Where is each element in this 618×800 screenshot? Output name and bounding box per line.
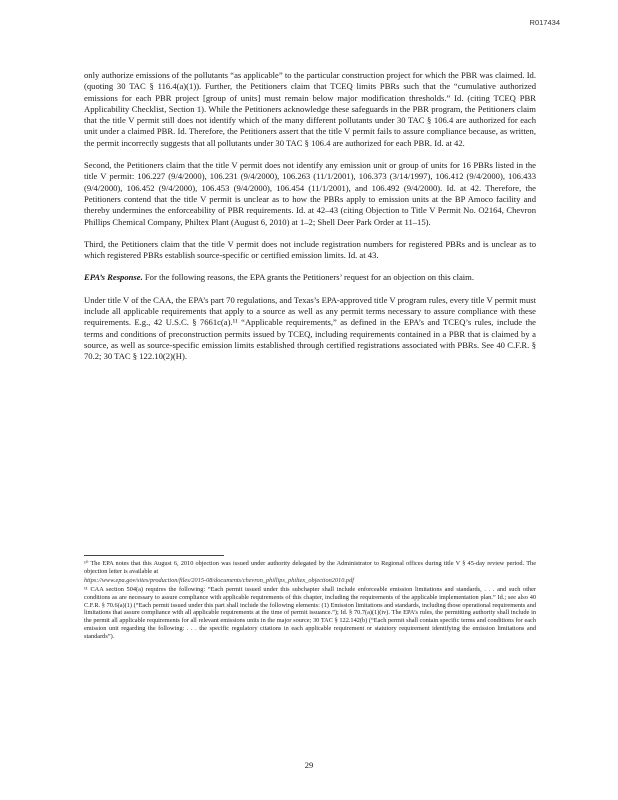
epa-response-text: For the following reasons, the EPA grants the Petitioners’ request for an objection on this claim.: [142, 272, 475, 283]
document-id: R017434: [529, 18, 560, 27]
body-text: [84, 70, 536, 374]
epa-response-paragraph: [84, 272, 536, 283]
footnote-divider: [84, 555, 224, 556]
epa-response-label: EPA’s Response.: [84, 272, 143, 283]
footnote-10-url[interactable]: https://www.epa.gov/sites/production/files/2015-08/documents/chevron_phillips_philtex_objection2010.pdf: [84, 576, 354, 584]
footnotes: [84, 555, 536, 642]
page-number: 29: [304, 760, 314, 770]
paragraph-pbr-pollutants: only authorize emissions of the pollutants “as applicable” to the particular construction project for which the PBR was claimed. Id. (quoting 30 TAC § 116.4(a)(1)). Further, the Petitioners claim that TCEQ limits PBRs such that the “cumulative authorized emissions for each PBR project [group of units] must remain below major modification thresholds.” Id. (citing TCEQ PBR Applicability Checklist, Section 1). While the Petitioners acknowledge these safeguards in the PBR program, the Petitioners claim that the title V permit still does not identify which of the many different pollutants under 30 TAC § 106.4 are authorized for each unit under a claimed PBR. Id. Therefore, the Petitioners assert that the title V permit fails to assure compliance because, as written, the permit incorrectly suggests that all pollutants under 30 TAC § 106.4 are authorized for each PBR. Id. at 42.: [84, 70, 536, 148]
footnote-10: ¹⁰ The EPA notes that this August 6, 2010 objection was issued under authority delegated by the Administrator to Regional offices during title V § 45-day review period. The objection letter is available at: [84, 560, 536, 575]
paragraph-title-v-requirements: Under title V of the CAA, the EPA’s part 70 regulations, and Texas’s EPA-approved title V program rules, every title V permit must include all applicable requirements that apply to a source as well as any permit terms necessary to assure compliance with these requirements. E.g., 42 U.S.C. § 7661c(a).¹¹ “Applicable requirements,” as defined in the EPA’s and TCEQ’s rules, include the terms and conditions of preconstruction permits issued by TCEQ, including requirements contained in a PBR that is claimed by a source, as well as source-specific emission limits established through certified registrations associated with PBRs. See 40 C.F.R. § 70.2; 30 TAC § 122.10(2)(H).: [84, 294, 536, 362]
paragraph-second-claim: Second, the Petitioners claim that the title V permit does not identify any emission unit or group of units for 16 PBRs listed in the title V permit: 106.227 (9/4/2000), 106.231 (9/4/2000), 106.263 (11/1/2001), 106.373 (3/14/1997), 106.412 (9/4/2000), 106.433 (9/4/2000), 106.452 (9/4/2000), 106.453 (9/4/2000), 106.454 (11/1/2001), and 106.492 (9/4/2000). Id. at 42. Therefore, the Petitioners contend that the title V permit is unclear as to how the PBRs apply to emission units at the BP Amoco facility and thereby undermines the enforceability of PBR requirements. Id. at 42–43 (citing Objection to Title V Permit No. O2164, Chevron Phillips Chemical Company, Philtex Plant (August 6, 2010) at 1–2; Shell Deer Park Order at 11–15).: [84, 160, 536, 227]
paragraph-third-claim: Third, the Petitioners claim that the title V permit does not include registration numbers for registered PBRs and is unclear as to which registered PBRs establish source-specific or certified emission limits. Id. at 43.: [84, 238, 536, 261]
footnote-11: ¹¹ CAA section 504(a) requires the following: “Each permit issued under this subchapter shall include enforceable emission limitations and standards, . . . and such other conditions as are necessary to assure compliance with applicable requirements of this chapter, including the requirements of the applicable implementation plan.” Id.; see also 40 C.F.R. § 70.6(a)(1) (“Each permit issued under this part shall include the following elements: (1) Emission limitations and standards, including those operational requirements and limitations that assure compliance with all applicable requirements at the time of permit issuance.”); Id. § 70.7(a)(1)(iv). The EPA’s rules, the permitting authority shall include in the permit all applicable requirements for all relevant emissions units in the major source; 30 TAC § 122.142(b) (“Each permit shall contain specific terms and conditions for each emission unit regarding the following: . . . the specific regulatory citations in each applicable requirement or statutory requirement identifying the emission limitations and standards”).: [84, 585, 536, 641]
